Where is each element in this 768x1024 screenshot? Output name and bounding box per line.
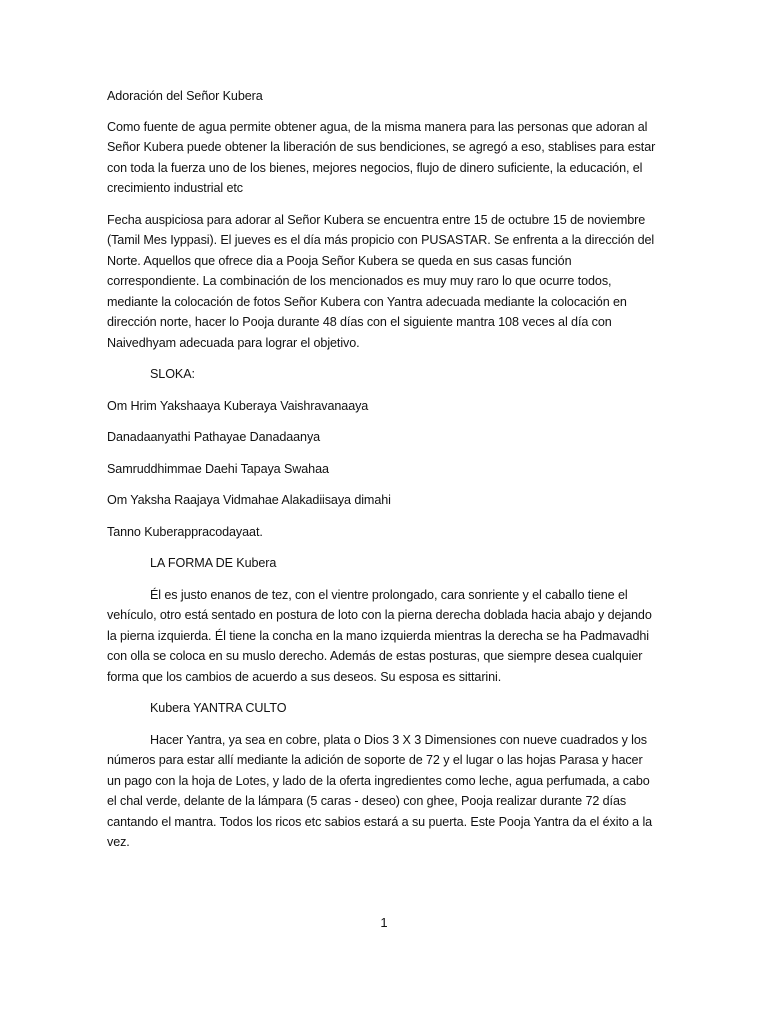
date-paragraph: Fecha auspiciosa para adorar al Señor Kubera se encuentra entre 15 de octubre 15 de noviembre (Tamil Mes Iyppasi). El jueves es el día más propicio con PUSASTAR. Se enfrenta a la dirección del Norte. Aquellos que ofrece dia a Pooja Señor Kubera se queda en sus casas función correspondiente. La combinación de los mencionados es muy muy raro lo que ocurre todos, mediante la colocación de fotos Señor Kubera con Yantra adecuada mediante la colocación en dirección norte, hacer lo Pooja durante 48 días con el siguiente mantra 108 veces al día con Naivedhyam adecuada para lograr el objetivo. [107, 212, 655, 350]
sloka-line-5: Tanno Kuberappracodayaat. [107, 524, 263, 539]
sloka-line-4: Om Yaksha Raajaya Vidmahae Alakadiisaya dimahi [107, 493, 391, 507]
page-number: 1 [380, 915, 388, 930]
sloka-line-2: Danadaanyathi Pathayae Danadaanya [107, 430, 321, 444]
intro-paragraph: Como fuente de agua permite obtener agua, de la misma manera para las personas que adoran al Señor Kubera puede obtener la liberación de sus bendiciones, se agregó a eso, stablises para estar con toda la fuerza uno de los bienes, mejores negocios, flujo de dinero suficiente, la educación, el crecimiento industrial etc [107, 119, 656, 195]
sloka-line-1: Om Hrim Yakshaaya Kuberaya Vaishravanaaya [107, 398, 369, 413]
forma-heading: LA FORMA DE Kubera [150, 556, 277, 570]
document-body [107, 86, 659, 864]
sloka-heading: SLOKA: [150, 367, 195, 381]
sloka-line-3: Samruddhimmae Daehi Tapaya Swahaa [107, 461, 329, 476]
forma-paragraph: Él es justo enanos de tez, con el vientre prolongado, cara sonriente y el caballo tiene el vehículo, otro está sentado en postura de loto con la pierna derecha doblada hacia abajo y dejando la pierna izquierda. Él tiene la concha en la mano izquierda mientras la derecha se ha Padmavadhi con olla se coloca en su muslo derecho. Además de estas posturas, que siempre desea cualquier forma que los cambios de acuerdo a sus deseos. Su esposa es sittarini. [107, 587, 652, 684]
document-title: Adoración del Señor Kubera [107, 89, 263, 103]
yantra-paragraph: Hacer Yantra, ya sea en cobre, plata o Dios 3 X 3 Dimensiones con nueve cuadrados y los números para estar allí mediante la adición de soporte de 72 y el lugar o las hojas Parasa y hacer un pago con la hoja de Lotes, y lado de la oferta ingredientes como leche, agua perfumada, a cabo el chal verde, delante de la lámpara (5 caras - deseo) con ghee, Pooja realizar durante 72 días cantando el mantra. Todos los ricos etc sabios estará a su puerta. Este Pooja Yantra da el éxito a la vez. [107, 732, 653, 849]
yantra-heading: Kubera YANTRA CULTO [150, 701, 287, 715]
